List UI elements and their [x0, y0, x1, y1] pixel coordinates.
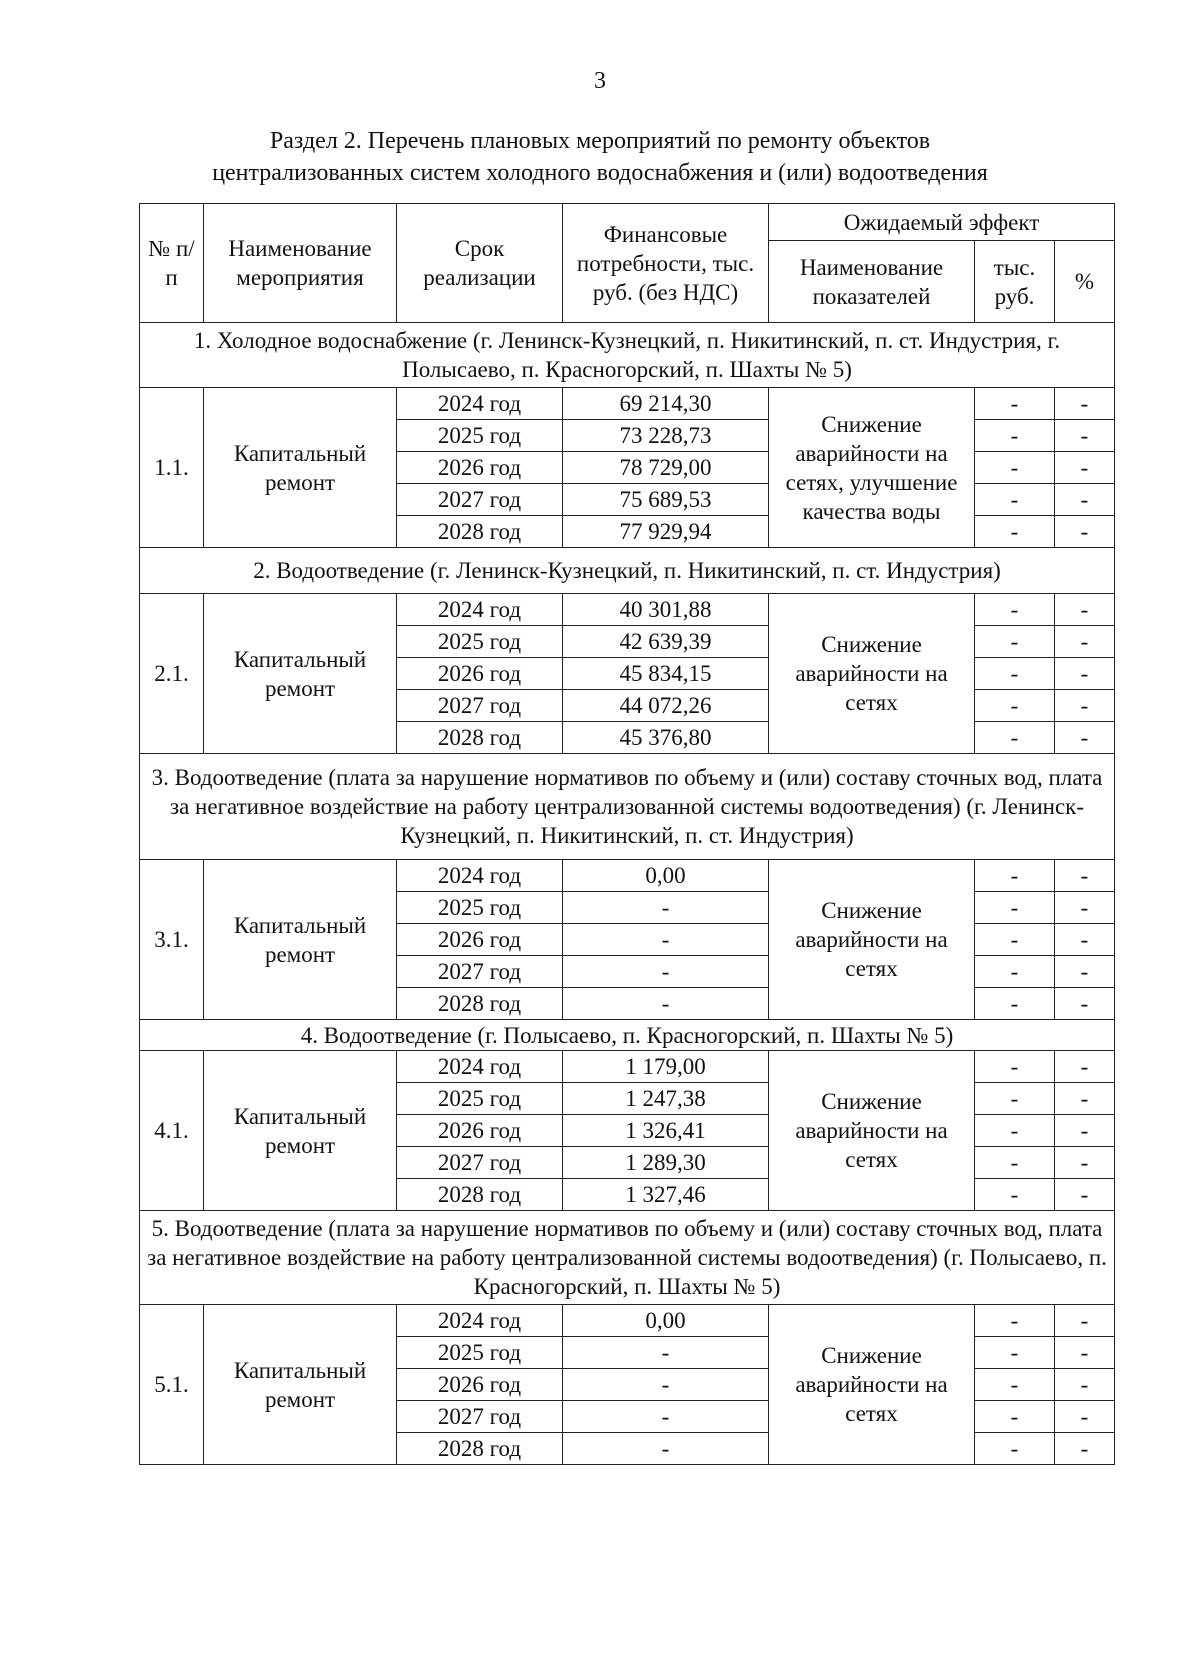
col-header-indicator: Наименование показателей — [769, 241, 975, 323]
effect-percent: - — [1055, 388, 1115, 420]
measure-name: Капитальный ремонт — [204, 594, 397, 754]
year-cell: 2025 год — [397, 420, 563, 452]
effect-percent: - — [1055, 1369, 1115, 1401]
effect-percent: - — [1055, 1179, 1115, 1211]
amount-cell: - — [563, 988, 769, 1020]
table-row — [140, 1305, 1115, 1337]
title-line-2: централизованных систем холодного водоснабжения и (или) водоотведения — [212, 160, 988, 186]
year-cell: 2026 год — [397, 1369, 563, 1401]
effect-thousand-rub: - — [975, 1051, 1055, 1083]
effect-thousand-rub: - — [975, 924, 1055, 956]
table-row — [140, 594, 1115, 626]
effect-percent: - — [1055, 892, 1115, 924]
effect-thousand-rub: - — [975, 1337, 1055, 1369]
effect-thousand-rub: - — [975, 860, 1055, 892]
section-header-row — [140, 1211, 1115, 1305]
effect-percent: - — [1055, 956, 1115, 988]
effect-indicator: Снижение аварийности на сетях — [769, 594, 975, 754]
effect-indicator: Снижение аварийности на сетях — [769, 1305, 975, 1465]
table-row — [140, 860, 1115, 892]
year-cell: 2024 год — [397, 388, 563, 420]
section-title: 3. Водоотведение (плата за нарушение нормативов по объему и (или) составу сточных вод, плата за негативное воздействие на работу централизованной системы водоотведения) (г. Ленинск-Кузнецкий, п. Никитинский, п. ст. Индустрия) — [140, 754, 1115, 860]
effect-thousand-rub: - — [975, 594, 1055, 626]
year-cell: 2028 год — [397, 516, 563, 548]
item-number: 1.1. — [140, 388, 204, 548]
effect-percent: - — [1055, 658, 1115, 690]
amount-cell: 42 639,39 — [563, 626, 769, 658]
effect-percent: - — [1055, 516, 1115, 548]
col-header-name: Наименование мероприятия — [204, 204, 397, 323]
year-cell: 2028 год — [397, 1433, 563, 1465]
year-cell: 2027 год — [397, 1147, 563, 1179]
amount-cell: 0,00 — [563, 1305, 769, 1337]
amount-cell: 69 214,30 — [563, 388, 769, 420]
effect-thousand-rub: - — [975, 1147, 1055, 1179]
year-cell: 2024 год — [397, 594, 563, 626]
section-title: 1. Холодное водоснабжение (г. Ленинск-Кузнецкий, п. Никитинский, п. ст. Индустрия, г. Полысаево, п. Красногорский, п. Шахты № 5) — [140, 323, 1115, 388]
year-cell: 2024 год — [397, 1051, 563, 1083]
effect-thousand-rub: - — [975, 420, 1055, 452]
section-title: 2. Водоотведение (г. Ленинск-Кузнецкий, п. Никитинский, п. ст. Индустрия) — [140, 548, 1115, 594]
measure-name: Капитальный ремонт — [204, 1051, 397, 1211]
title-line-1: Раздел 2. Перечень плановых мероприятий по ремонту объектов — [269, 128, 931, 154]
amount-cell: - — [563, 956, 769, 988]
year-cell: 2028 год — [397, 722, 563, 754]
amount-cell: 78 729,00 — [563, 452, 769, 484]
year-cell: 2024 год — [397, 1305, 563, 1337]
amount-cell: 45 376,80 — [563, 722, 769, 754]
effect-thousand-rub: - — [975, 988, 1055, 1020]
effect-thousand-rub: - — [975, 722, 1055, 754]
year-cell: 2027 год — [397, 956, 563, 988]
item-number: 4.1. — [140, 1051, 204, 1211]
effect-thousand-rub: - — [975, 516, 1055, 548]
effect-thousand-rub: - — [975, 484, 1055, 516]
year-cell: 2026 год — [397, 452, 563, 484]
effect-thousand-rub: - — [975, 1083, 1055, 1115]
effect-percent: - — [1055, 924, 1115, 956]
measure-name: Капитальный ремонт — [204, 388, 397, 548]
effect-indicator: Снижение аварийности на сетях, улучшение качества воды — [769, 388, 975, 548]
amount-cell: 1 247,38 — [563, 1083, 769, 1115]
year-cell: 2024 год — [397, 860, 563, 892]
page-number: 3 — [594, 68, 606, 94]
item-number: 3.1. — [140, 860, 204, 1020]
year-cell: 2025 год — [397, 1083, 563, 1115]
effect-thousand-rub: - — [975, 892, 1055, 924]
effect-thousand-rub: - — [975, 626, 1055, 658]
amount-cell: 45 834,15 — [563, 658, 769, 690]
col-header-thousand-rub: тыс. руб. — [975, 241, 1055, 323]
amount-cell: 1 326,41 — [563, 1115, 769, 1147]
amount-cell: 44 072,26 — [563, 690, 769, 722]
amount-cell: 1 327,46 — [563, 1179, 769, 1211]
amount-cell: - — [563, 1369, 769, 1401]
section-header-row — [140, 548, 1115, 594]
effect-percent: - — [1055, 690, 1115, 722]
amount-cell: - — [563, 892, 769, 924]
effect-percent: - — [1055, 420, 1115, 452]
col-header-effect: Ожидаемый эффект — [769, 204, 1115, 241]
effect-percent: - — [1055, 1401, 1115, 1433]
effect-thousand-rub: - — [975, 452, 1055, 484]
page-title — [0, 125, 1200, 189]
section-title: 4. Водоотведение (г. Полысаево, п. Красногорский, п. Шахты № 5) — [140, 1020, 1115, 1051]
effect-percent: - — [1055, 1433, 1115, 1465]
year-cell: 2027 год — [397, 690, 563, 722]
col-header-term: Срок реализации — [397, 204, 563, 323]
effect-percent: - — [1055, 484, 1115, 516]
effect-percent: - — [1055, 1147, 1115, 1179]
effect-percent: - — [1055, 1115, 1115, 1147]
effect-percent: - — [1055, 1051, 1115, 1083]
section-header-row — [140, 1020, 1115, 1051]
amount-cell: - — [563, 1433, 769, 1465]
effect-percent: - — [1055, 1337, 1115, 1369]
year-cell: 2026 год — [397, 924, 563, 956]
year-cell: 2025 год — [397, 1337, 563, 1369]
year-cell: 2026 год — [397, 658, 563, 690]
amount-cell: 77 929,94 — [563, 516, 769, 548]
amount-cell: 75 689,53 — [563, 484, 769, 516]
effect-thousand-rub: - — [975, 1433, 1055, 1465]
amount-cell: - — [563, 1337, 769, 1369]
amount-cell: 40 301,88 — [563, 594, 769, 626]
effect-thousand-rub: - — [975, 1115, 1055, 1147]
table-row — [140, 388, 1115, 420]
table-body — [140, 204, 1115, 1465]
effect-thousand-rub: - — [975, 1369, 1055, 1401]
effect-thousand-rub: - — [975, 388, 1055, 420]
effect-percent: - — [1055, 1083, 1115, 1115]
col-header-finance: Финансовые потребности, тыс. руб. (без НДС) — [563, 204, 769, 323]
effect-thousand-rub: - — [975, 1401, 1055, 1433]
col-header-percent: % — [1055, 241, 1115, 323]
effect-percent: - — [1055, 860, 1115, 892]
effect-thousand-rub: - — [975, 658, 1055, 690]
year-cell: 2025 год — [397, 892, 563, 924]
table-row — [140, 1051, 1115, 1083]
year-cell: 2027 год — [397, 484, 563, 516]
amount-cell: 0,00 — [563, 860, 769, 892]
section-title: 5. Водоотведение (плата за нарушение нормативов по объему и (или) составу сточных вод, плата за негативное воздействие на работу централизованной системы водоотведения) (г. Полысаево, п. Красногорский, п. Шахты № 5) — [140, 1211, 1115, 1305]
effect-thousand-rub: - — [975, 1305, 1055, 1337]
amount-cell: - — [563, 924, 769, 956]
year-cell: 2028 год — [397, 988, 563, 1020]
amount-cell: 1 289,30 — [563, 1147, 769, 1179]
measure-name: Капитальный ремонт — [204, 860, 397, 1020]
effect-thousand-rub: - — [975, 1179, 1055, 1211]
effect-percent: - — [1055, 988, 1115, 1020]
effect-indicator: Снижение аварийности на сетях — [769, 1051, 975, 1211]
measure-name: Капитальный ремонт — [204, 1305, 397, 1465]
effect-percent: - — [1055, 626, 1115, 658]
effect-percent: - — [1055, 722, 1115, 754]
effect-thousand-rub: - — [975, 690, 1055, 722]
item-number: 2.1. — [140, 594, 204, 754]
section-header-row — [140, 323, 1115, 388]
year-cell: 2028 год — [397, 1179, 563, 1211]
year-cell: 2025 год — [397, 626, 563, 658]
item-number: 5.1. — [140, 1305, 204, 1465]
amount-cell: 73 228,73 — [563, 420, 769, 452]
effect-percent: - — [1055, 1305, 1115, 1337]
measures-table — [139, 203, 1115, 1465]
effect-indicator: Снижение аварийности на сетях — [769, 860, 975, 1020]
amount-cell: 1 179,00 — [563, 1051, 769, 1083]
effect-thousand-rub: - — [975, 956, 1055, 988]
year-cell: 2027 год — [397, 1401, 563, 1433]
section-header-row — [140, 754, 1115, 860]
effect-percent: - — [1055, 452, 1115, 484]
amount-cell: - — [563, 1401, 769, 1433]
effect-percent: - — [1055, 594, 1115, 626]
year-cell: 2026 год — [397, 1115, 563, 1147]
header-row-1 — [140, 204, 1115, 241]
col-header-num: № п/п — [140, 204, 204, 323]
